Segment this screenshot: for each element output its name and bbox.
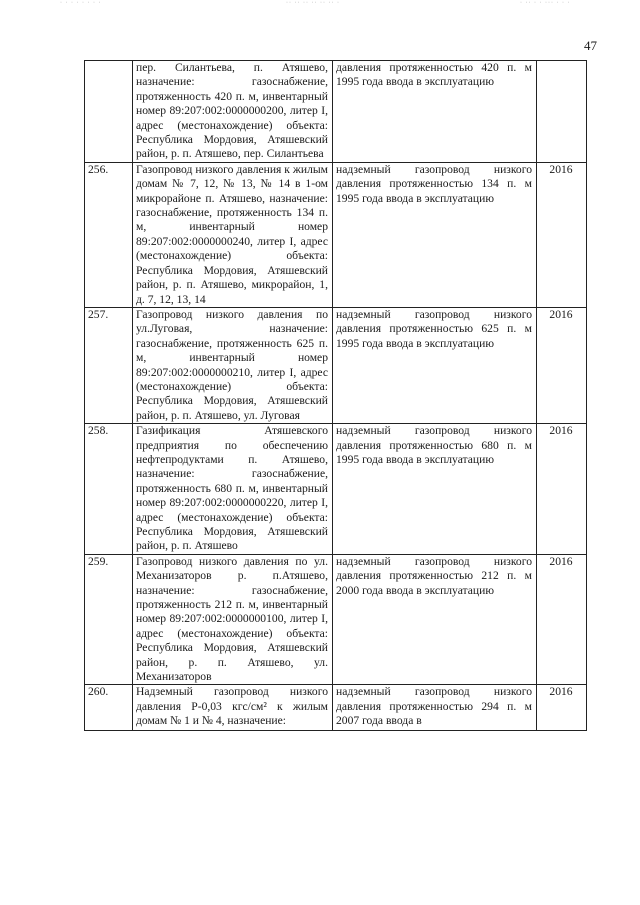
registration-year [537,61,587,163]
registration-year: 2016 [537,307,587,423]
table-row-256 [85,162,587,307]
row-number: 256. [85,162,133,307]
row-number [85,61,133,163]
object-description [133,685,333,731]
registration-year: 2016 [537,424,587,555]
object-description: Газопровод низкого давления по ул.Луговая, назначение: газоснабжение, протяженность 625 п. м, инвентарный номер 89:207:002:0000000210, литер I, адрес (местонахождение) объекта: Республика Мордовия, Атяшевский район, р. п. Атяшево, ул. Луговая [133,307,333,423]
page-number: 47 [584,38,597,53]
property-registry-table [84,60,587,731]
registration-year: 2016 [537,554,587,685]
scan-artifact-left: · · · · · · · · [60,0,102,6]
table-row-257 [85,307,587,423]
object-characteristics: надземный газопровод низкого давления протяженностью 680 п. м 1995 года ввода в эксплуатацию [333,424,537,555]
row-number: 260. [85,685,133,731]
object-description: пер. Силантьева, п. Атяшево, назначение: газоснабжение, протяженность 420 п. м, инвентарный номер 89:207:002:0000000200, литер I, адрес (местонахождение) объекта: Республика Мордовия, Атяшевский район, р. п. Атяшево, пер. Силантьева [133,61,333,163]
object-characteristics-text: надземный газопровод низкого давления протяженностью 294 п. м 2007 года ввода в [336,685,532,728]
object-characteristics [333,685,537,731]
object-characteristics: давления протяженностью 420 п. м 1995 года ввода в эксплуатацию [333,61,537,163]
object-description: Газификация Атяшевского предприятия по обеспечению нефтепродуктами п. Атяшево, назначение: газоснабжение, протяженность 680 п. м, инвентарный номер 89:207:002:0000000220, литер I, адрес (местонахождение) объекта: Республика Мордовия, Атяшевский район, р. п. Атяшево [133,424,333,555]
object-description: Газопровод низкого давления к жилым домам № 7, 12, № 13, № 14 в 1-ом микрорайоне п. Атяшево, назначение: газоснабжение, протяженность 134 п. м, инвентарный номер 89:207:002:0000000240, литер I, адрес (местонахождение) объекта: Республика Мордовия, Атяшевский район, р. п. Атяшево, микрорайон, 1, д. 7, 12, 13, 14 [133,162,333,307]
row-number: 257. [85,307,133,423]
object-characteristics: надземный газопровод низкого давления протяженностью 625 п. м 1995 года ввода в эксплуатацию [333,307,537,423]
table-row-continuation [85,61,587,163]
table-row-258 [85,424,587,555]
table-row-259 [85,554,587,685]
object-characteristics: надземный газопровод низкого давления протяженностью 134 п. м 1995 года ввода в эксплуатацию [333,162,537,307]
scan-artifact-right: · ·· · · ··· · · · [520,0,571,6]
object-characteristics: надземный газопровод низкого давления протяженностью 212 п. м 2000 года ввода в эксплуатацию [333,554,537,685]
object-description-text: Надземный газопровод низкого давления P-0,03 кгс/см² к жилым домам № 1 и № 4, назначение: [136,685,328,728]
registration-year: 2016 [537,162,587,307]
row-number: 259. [85,554,133,685]
registration-year: 2016 [537,685,587,731]
scan-artifact-center: ·· ·· ·· ·· ·· ·· · [286,0,340,6]
object-description: Газопровод низкого давления по ул. Механизаторов р. п.Атяшево, назначение: газоснабжение, протяженность 212 п. м, инвентарный номер 89:207:002:0000000100, литер I, адрес (местонахождение) объекта: Республика Мордовия, Атяшевский район, р. п. Атяшево, ул. Механизаторов [133,554,333,685]
table-row-260 [85,685,587,731]
row-number: 258. [85,424,133,555]
